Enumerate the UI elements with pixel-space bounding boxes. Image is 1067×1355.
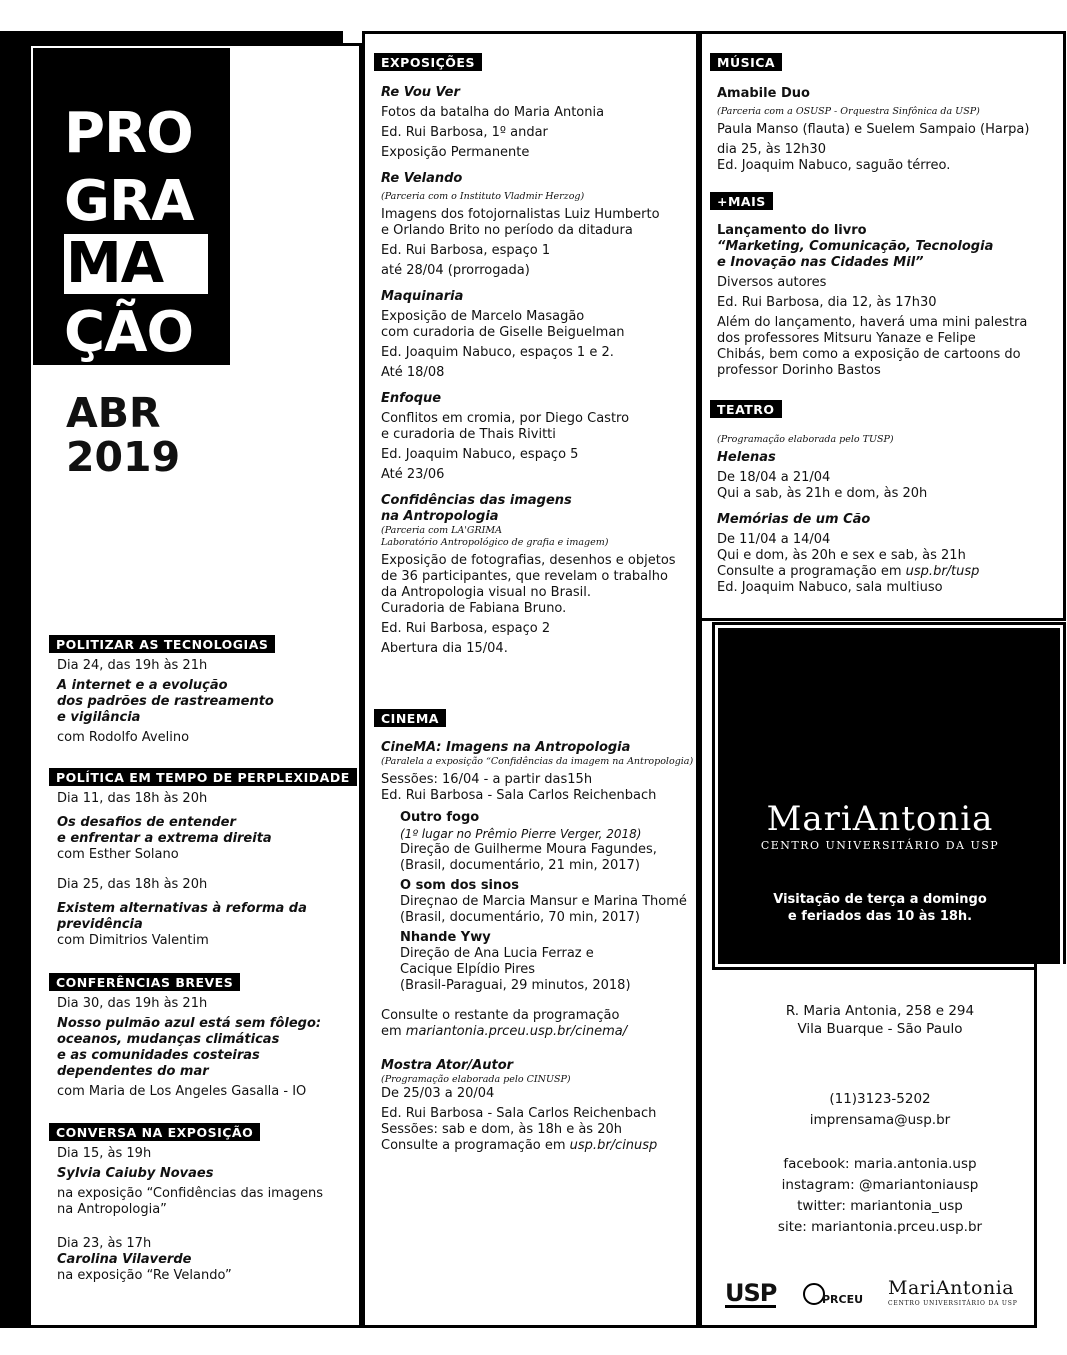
mariantonia-logo-sub: CENTRO UNIVERSITÁRIO DA USP <box>888 1300 1018 1307</box>
conferencias-speaker: com Maria de Los Angeles Gasalla - IO <box>57 1084 307 1099</box>
brand-wordmark: MariAntonia <box>766 799 994 839</box>
conferencias-title-2: oceanos, mudanças climáticas <box>57 1032 280 1047</box>
conversa-desc-2: na exposição “Re Velando” <box>57 1268 232 1283</box>
politizar-title-3: e vigilância <box>57 710 141 725</box>
cinema-more-prefix: em <box>381 1024 406 1039</box>
address-line-1: R. Maria Antonia, 258 e 294 <box>785 1003 975 1019</box>
mariantonia-logo: MariAntonia <box>888 1277 1015 1299</box>
month-label: ABR <box>66 389 161 437</box>
conversa-section <box>57 1146 347 1284</box>
tag-exposicoes: EXPOSIÇÕES <box>374 53 482 71</box>
year-label: 2019 <box>66 433 181 481</box>
maquinaria-title: Maquinaria <box>381 289 464 304</box>
revouver-l2: Ed. Rui Barbosa, 1º andar <box>381 125 548 140</box>
mostra-l2: Ed. Rui Barbosa - Sala Carlos Reichenbach <box>381 1106 657 1121</box>
cinema-films <box>381 810 696 994</box>
enfoque-l1: Conflitos em cromia, por Diego Castro <box>381 411 630 426</box>
musica-section <box>717 86 1052 174</box>
politizar-date: Dia 24, das 19h às 21h <box>57 658 208 673</box>
hero-line-2: GRA <box>64 169 194 234</box>
film-1-note: (1º lugar no Prêmio Pierre Verger, 2018) <box>400 827 642 841</box>
revouver-l3: Exposição Permanente <box>381 145 530 160</box>
musica-l2: dia 25, às 12h30 <box>717 142 826 157</box>
teatro-t2: Memórias de um Cão <box>717 512 871 527</box>
confidencias-l4: Curadoria de Fabiana Bruno. <box>381 601 567 616</box>
mostra-l1: De 25/03 a 20/04 <box>381 1086 495 1101</box>
mostra-l3: Sessões: sab e dom, às 18h e às 20h <box>381 1122 622 1137</box>
politica-title-1b: e enfrentar a extrema direita <box>57 831 272 846</box>
revouver-title: Re Vou Ver <box>381 85 460 100</box>
mais-title: Lançamento do livro <box>717 223 867 238</box>
conversa-date-2: Dia 23, às 17h <box>57 1236 152 1251</box>
maquinaria-l3: Ed. Joaquim Nabuco, espaços 1 e 2. <box>381 345 614 360</box>
visit-line-2: e feriados das 10 às 18h. <box>787 909 973 924</box>
confidencias-note-2: Laboratório Antropológico de grafia e imagem) <box>381 537 609 548</box>
film-1-l1: Direção de Guilherme Moura Fagundes, <box>400 842 657 857</box>
tag-teatro: TEATRO <box>710 400 782 418</box>
film-3-l1: Direção de Ana Lucia Ferraz e <box>400 946 594 961</box>
right-bottom-rule <box>699 1325 1037 1328</box>
cinema-section <box>381 740 696 1154</box>
musica-l1: Paula Manso (flauta) e Suelem Sampaio (Harpa) <box>717 122 1030 137</box>
left-edge-bar <box>0 31 30 1328</box>
politica-title-2b: previdência <box>57 917 143 932</box>
film-1-title: Outro fogo <box>400 810 480 825</box>
confidencias-title-2: na Antropologia <box>381 509 499 524</box>
confidencias-l1: Exposição de fotografias, desenhos e objetos <box>381 553 676 568</box>
film-3-l3: (Brasil-Paraguai, 29 minutos, 2018) <box>400 978 631 993</box>
teatro-t2-l2: Qui e dom, às 20h e sex e sab, às 21h <box>717 548 966 563</box>
politica-speaker-1: com Esther Solano <box>57 847 179 862</box>
revelando-l3: Ed. Rui Barbosa, espaço 1 <box>381 243 551 258</box>
conferencias-section <box>57 996 347 1100</box>
tag-conversa: CONVERSA NA EXPOSIÇÃO <box>49 1123 260 1141</box>
confidencias-note-1: (Parceria com LA'GRIMA <box>381 525 503 536</box>
teatro-t1: Helenas <box>717 450 776 465</box>
politizar-title-2: dos padrões de rastreamento <box>57 694 274 709</box>
revelando-l1: Imagens dos fotojornalistas Luiz Humberto <box>381 207 660 222</box>
confidencias-l6: Abertura dia 15/04. <box>381 641 508 656</box>
email[interactable]: imprensama@usp.br <box>809 1112 951 1128</box>
tag-politica: POLÍTICA EM TEMPO DE PERPLEXIDADE <box>49 768 357 786</box>
cinema-title: CineMA: Imagens na Antropologia <box>381 740 631 755</box>
twitter[interactable]: twitter: mariantonia_usp <box>797 1198 963 1214</box>
site[interactable]: site: mariantonia.prceu.usp.br <box>777 1219 983 1235</box>
politica-section <box>57 791 347 949</box>
mais-p3: Chibás, bem como a exposição de cartoons do <box>717 347 1021 362</box>
brand-box <box>727 637 1033 964</box>
film-3-l2: Cacique Elpídio Pires <box>400 962 536 977</box>
revouver-l1: Fotos da batalha do Maria Antonia <box>381 105 605 120</box>
mais-l1: Diversos autores <box>717 275 827 290</box>
cinema-l2: Ed. Rui Barbosa - Sala Carlos Reichenbach <box>381 788 657 803</box>
conversa-desc-1b: na Antropologia” <box>57 1202 167 1217</box>
conversa-desc-1a: na exposição “Confidências das imagens <box>57 1186 324 1201</box>
confidencias-title-1: Confidências das imagens <box>381 493 572 508</box>
tag-politizar: POLITIZAR AS TECNOLOGIAS <box>49 635 275 653</box>
conversa-name-2: Carolina Vilaverde <box>57 1252 192 1267</box>
maquinaria-l2: com curadoria de Giselle Beiguelman <box>381 325 625 340</box>
politica-title-1a: Os desafios de entender <box>57 815 236 830</box>
mostra-title: Mostra Ator/Autor <box>381 1058 514 1073</box>
address-line-2: Vila Buarque - São Paulo <box>797 1021 963 1037</box>
cinusp-link[interactable]: usp.br/cinusp <box>569 1138 658 1153</box>
facebook[interactable]: facebook: maria.antonia.usp <box>783 1156 977 1172</box>
cinema-note: (Paralela a exposição “Confidências da imagem na Antropologia) <box>381 756 694 767</box>
teatro-t1-l1: De 18/04 a 21/04 <box>717 470 831 485</box>
revelando-l4: até 28/04 (prorrogada) <box>381 263 530 278</box>
maquinaria-l1: Exposição de Marcelo Masagão <box>381 309 585 324</box>
enfoque-title: Enfoque <box>381 391 442 406</box>
tusp-link[interactable]: usp.br/tusp <box>905 564 980 579</box>
revelando-note: (Parceria com o Instituto Vladmir Herzog) <box>381 191 585 202</box>
mais-book-2: e Inovação nas Cidades Mil” <box>717 255 924 270</box>
teatro-section <box>717 434 1057 596</box>
enfoque-l2: e curadoria de Thais Rivitti <box>381 427 556 442</box>
teatro-l3 <box>717 564 1057 580</box>
maquinaria-l4: Até 18/08 <box>381 365 445 380</box>
tag-cinema: CINEMA <box>374 709 446 727</box>
revelando-title: Re Velando <box>381 171 463 186</box>
conversa-name-1: Sylvia Caiuby Novaes <box>57 1166 214 1181</box>
film-2-l2: (Brasil, documentário, 70 min, 2017) <box>400 910 640 925</box>
brand-subtitle: CENTRO UNIVERSITÁRIO DA USP <box>760 839 1000 852</box>
politica-date-2: Dia 25, das 18h às 20h <box>57 877 208 892</box>
enfoque-l4: Até 23/06 <box>381 467 445 482</box>
hero-line-3: MA <box>64 234 208 294</box>
hero-line-4: ÇÃO <box>64 300 194 365</box>
confidencias-l2: de 36 participantes, que revelam o trabalho <box>381 569 668 584</box>
right-divider <box>699 31 702 1328</box>
film-2-title: O som dos sinos <box>400 878 519 893</box>
mostra-l4-prefix: Consulte a programação em <box>381 1138 570 1153</box>
mais-l2: Ed. Rui Barbosa, dia 12, às 17h30 <box>717 295 937 310</box>
politizar-title-1: A internet e a evolução <box>57 678 228 693</box>
cinema-link[interactable]: mariantonia.prceu.usp.br/cinema/ <box>405 1024 628 1039</box>
cinema-l1: Sessões: 16/04 - a partir das15h <box>381 772 593 787</box>
enfoque-l3: Ed. Joaquim Nabuco, espaço 5 <box>381 447 579 462</box>
mais-section <box>717 223 1057 379</box>
tag-musica: MÚSICA <box>710 53 782 71</box>
confidencias-l3: da Antropologia visual no Brasil. <box>381 585 592 600</box>
film-3-title: Nhande Ywy <box>400 930 491 945</box>
conferencias-title-4: dependentes do mar <box>57 1064 209 1079</box>
mais-p1: Além do lançamento, haverá uma mini palestra <box>717 315 1028 330</box>
tag-mais: +MAIS <box>710 192 773 210</box>
cinema-more-1: Consulte o restante da programação <box>381 1008 620 1023</box>
film-1-l2: (Brasil, documentário, 21 min, 2017) <box>400 858 640 873</box>
politica-date-1: Dia 11, das 18h às 20h <box>57 791 208 806</box>
brand-right-edge <box>1034 964 1037 1328</box>
musica-note: (Parceria com a OSUSP - Orquestra Sinfônica da USP) <box>717 106 980 117</box>
musica-l3: Ed. Joaquim Nabuco, saguão térreo. <box>717 158 951 173</box>
teatro-l4: Ed. Joaquim Nabuco, sala multiuso <box>717 580 943 595</box>
teatro-l3-prefix: Consulte a programação em <box>717 564 906 579</box>
musica-title: Amabile Duo <box>717 86 810 101</box>
teatro-t2-l1: De 11/04 a 14/04 <box>717 532 831 547</box>
mais-book-1: “Marketing, Comunicação, Tecnologia <box>717 239 994 254</box>
instagram[interactable]: instagram: @mariantoniausp <box>781 1177 979 1193</box>
brand-white-right <box>1037 964 1066 1328</box>
conversa-date-1: Dia 15, às 19h <box>57 1146 152 1161</box>
politica-speaker-2: com Dimitrios Valentim <box>57 933 209 948</box>
mostra-l4 <box>381 1138 696 1154</box>
conferencias-date: Dia 30, das 19h às 21h <box>57 996 208 1011</box>
confidencias-l5: Ed. Rui Barbosa, espaço 2 <box>381 621 551 636</box>
usp-logo: USP <box>725 1279 777 1307</box>
hero-line-1: PRO <box>64 101 193 166</box>
teatro-note: (Programação elaborada pelo TUSP) <box>717 434 894 445</box>
cinema-more-2 <box>381 1024 696 1040</box>
mais-p4: professor Dorinho Bastos <box>717 363 881 378</box>
prceu-logo: PRCEU <box>822 1293 864 1306</box>
politizar-speaker: com Rodolfo Avelino <box>57 730 190 745</box>
mais-p2: dos professores Mitsuru Yanaze e Felipe <box>717 331 976 346</box>
mostra-note: (Programação elaborada pelo CINUSP) <box>381 1074 571 1085</box>
phone: (11)3123-5202 <box>829 1091 931 1107</box>
conferencias-title-3: e as comunidades costeiras <box>57 1048 260 1063</box>
film-2-l1: Direçnao de Marcia Mansur e Marina Thomé <box>400 894 687 909</box>
teatro-t1-l2: Qui a sab, às 21h e dom, às 20h <box>717 486 928 501</box>
politica-title-2a: Existem alternativas à reforma da <box>57 901 307 916</box>
visit-line-1: Visitação de terça a domingo <box>773 892 987 907</box>
revelando-l2: e Orlando Brito no período da ditadura <box>381 223 633 238</box>
conferencias-title-1: Nosso pulmão azul está sem fôlego: <box>57 1016 322 1031</box>
exposicoes-section <box>381 85 691 657</box>
politizar-section <box>57 658 347 746</box>
tag-conferencias: CONFERÊNCIAS BREVES <box>49 973 240 991</box>
